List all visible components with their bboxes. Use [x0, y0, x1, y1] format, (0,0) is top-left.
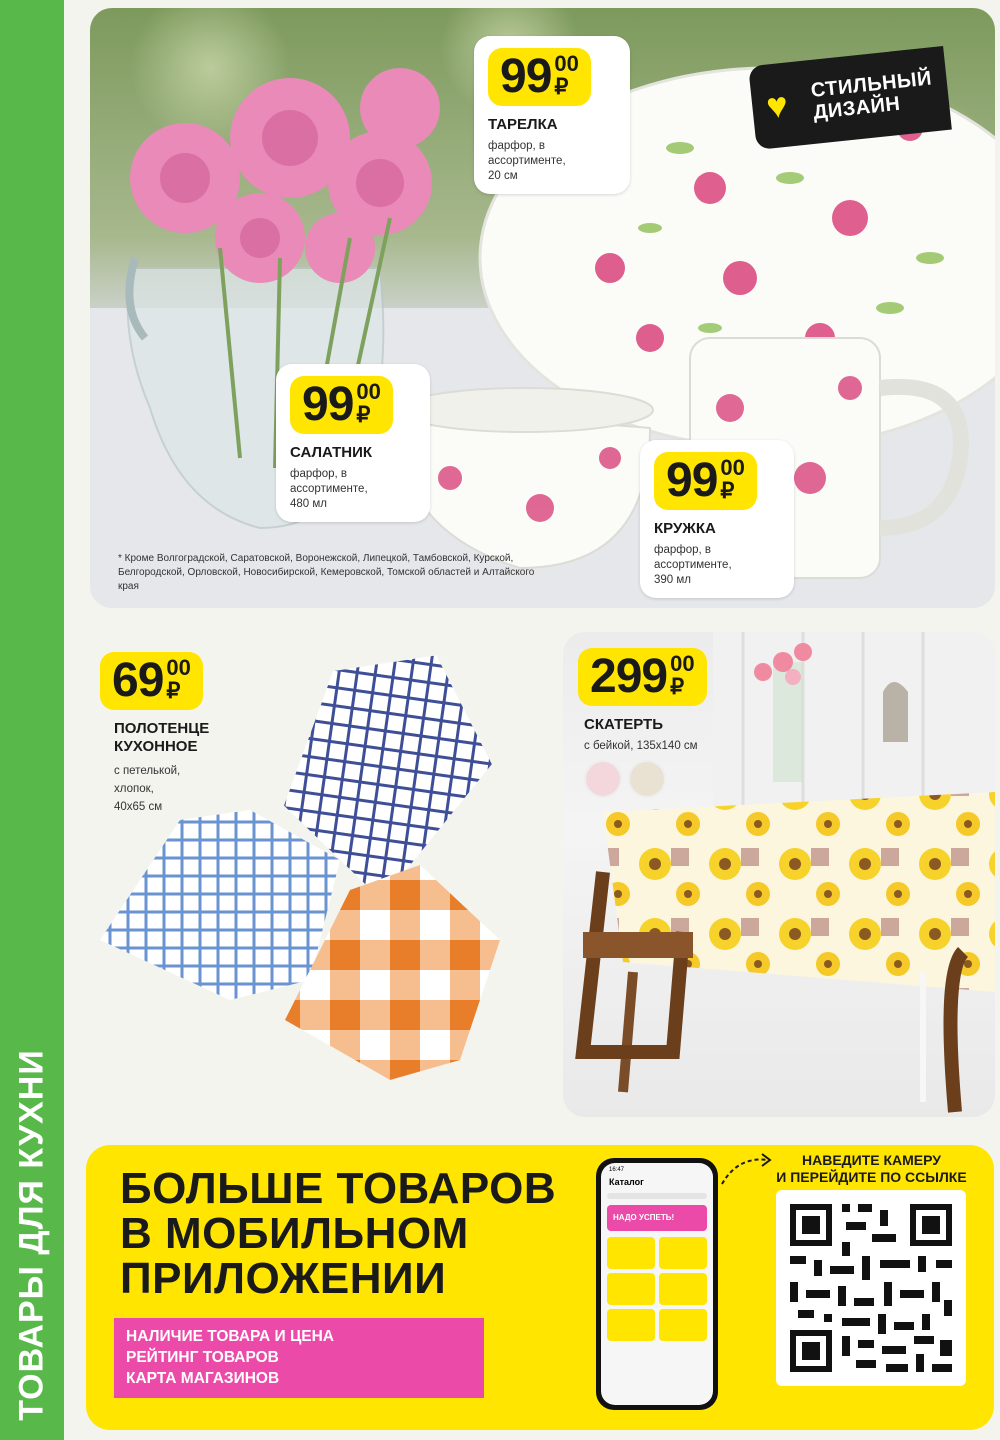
- qr-code[interactable]: [776, 1190, 966, 1386]
- product-description: фарфор, в ассортименте, 480 мл: [290, 468, 368, 510]
- tablecloth-price-tag: [578, 648, 706, 798]
- product-description: с петелькой, хлопок, 40х65 см: [114, 765, 181, 813]
- phone-banner: НАДО УСПЕТЬ!: [607, 1205, 707, 1231]
- product-name: САЛАТНИК: [290, 444, 373, 461]
- salad-bowl-price-tag: [276, 364, 430, 522]
- qr-code-graphic: [776, 1190, 966, 1386]
- badge-line-2: ДИЗАЙН: [812, 92, 902, 124]
- phone-screen-title: Каталог: [609, 1177, 644, 1187]
- regional-footnote: * Кроме Волгоградской, Саратовской, Воронежской, Липецкой, Тамбовской, Курской, Белгородской, Орловской, Новосибирской, Кемеровской, Томской областей и Алтайского края: [118, 553, 535, 592]
- price-label: 99 00 ₽: [488, 48, 591, 106]
- product-description: фарфор, в ассортименте, 20 см: [488, 140, 566, 182]
- section-title: ТОВАРЫ ДЛЯ КУХНИ: [12, 1049, 51, 1421]
- qr-call-to-action: НАВЕДИТЕ КАМЕРУ И ПЕРЕЙДИТЕ ПО ССЫЛКЕ: [776, 1152, 967, 1185]
- pattern-swatch-beige: [628, 760, 666, 798]
- phone-time: 16:47: [609, 1167, 625, 1173]
- feature-availability: НАЛИЧИЕ ТОВАРА И ЦЕНА: [126, 1328, 334, 1345]
- heart-icon: ♥: [764, 83, 790, 127]
- product-description: фарфор, в ассортименте, 390 мл: [654, 544, 732, 586]
- section-sidebar: [0, 0, 64, 1440]
- pattern-swatch-floral: [584, 760, 622, 798]
- price-label: 69 00 ₽: [100, 652, 203, 710]
- price-label: 99 00 ₽: [654, 452, 757, 510]
- price-label: 299 00 ₽: [578, 648, 707, 706]
- phone-search-bar: [607, 1193, 707, 1199]
- feature-rating: РЕЙТИНГ ТОВАРОВ: [126, 1349, 279, 1366]
- product-name: СКАТЕРТЬ: [584, 716, 663, 733]
- product-description: с бейкой, 135х140 см: [584, 740, 698, 752]
- price-label: 99 00 ₽: [290, 376, 393, 434]
- product-name: КРУЖКА: [654, 520, 716, 537]
- mug-price-tag: [640, 440, 794, 598]
- plate-price-tag: [474, 36, 630, 194]
- badge-line-1: СТИЛЬНЫЙ: [809, 67, 933, 102]
- towel-price-tag: [100, 652, 218, 816]
- phone-category-grid: [607, 1237, 707, 1341]
- product-name: ПОЛОТЕНЦЕ КУХОННОЕ: [114, 720, 210, 755]
- pattern-swatches: [584, 760, 706, 798]
- promo-features: [114, 1318, 484, 1398]
- feature-store-map: КАРТА МАГАЗИНОВ: [126, 1370, 280, 1387]
- product-name: ТАРЕЛКА: [488, 116, 558, 133]
- promo-title: БОЛЬШЕ ТОВАРОВ В МОБИЛЬНОМ ПРИЛОЖЕНИИ: [120, 1164, 557, 1303]
- phone-screen: [601, 1163, 713, 1405]
- phone-mockup: [596, 1158, 718, 1410]
